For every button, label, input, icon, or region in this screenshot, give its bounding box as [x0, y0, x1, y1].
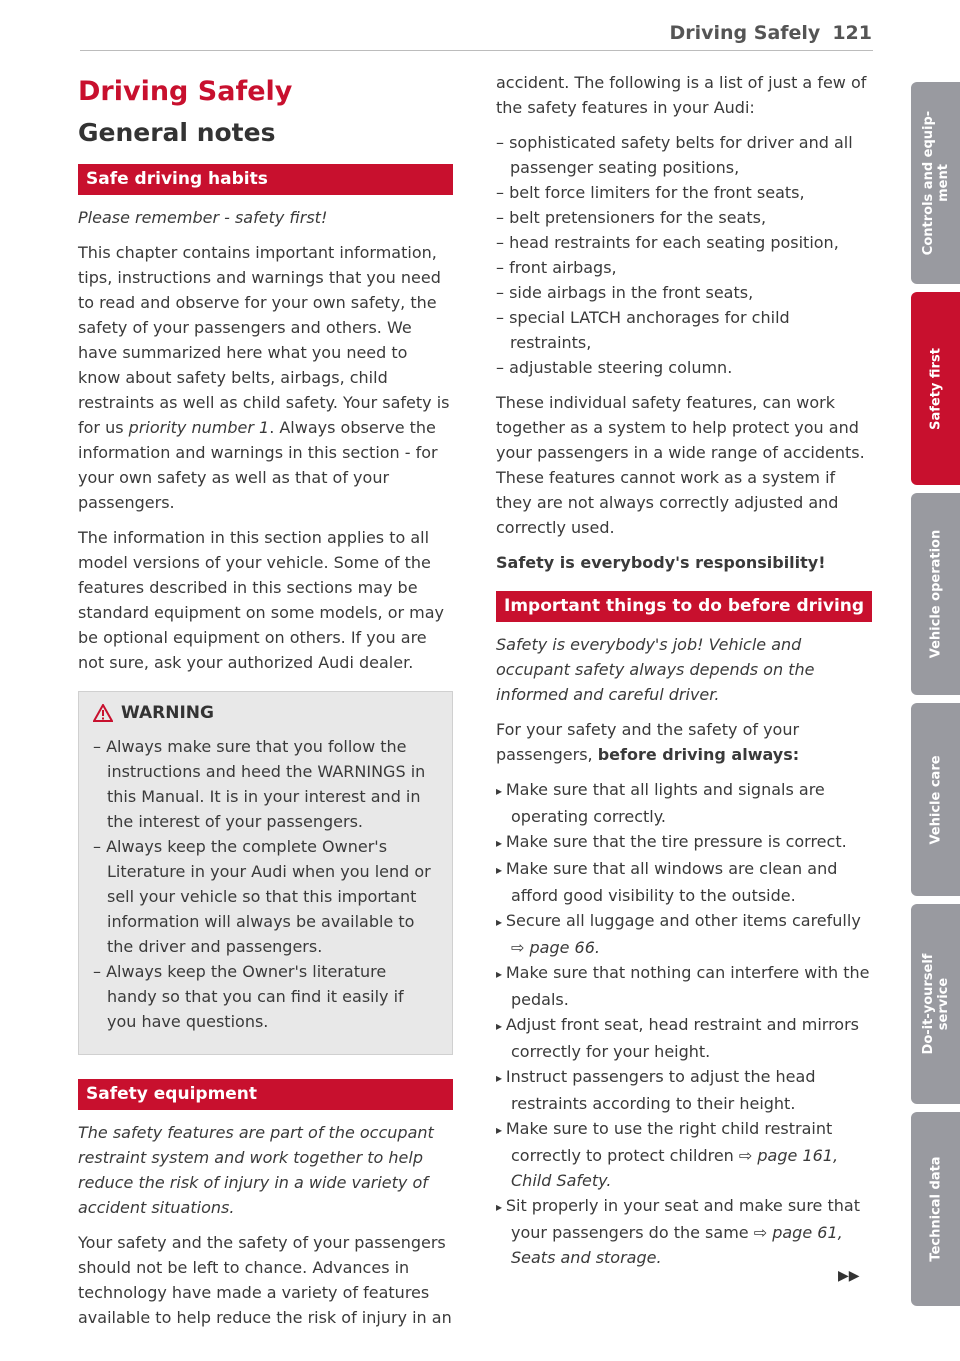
left-column [78, 70, 453, 1340]
header-rule [80, 50, 873, 51]
item-text: Sit properly in your seat and make sure that your passengers do the same [505, 1196, 860, 1242]
text: . Always observe the information and warnings in this section - for your own safety as well as that of your passengers. [78, 418, 438, 512]
heading-safe-driving-habits: Safe driving habits [78, 164, 453, 195]
heading-safety-equipment: Safety equipment [78, 1079, 453, 1110]
checklist-item [496, 856, 871, 908]
tab-safety-first[interactable] [911, 292, 960, 485]
checklist [496, 777, 871, 1270]
tab-do-it-yourself-service[interactable] [911, 904, 960, 1104]
lead-text: The safety features are part of the occupant restraint system and work together to help reduce the risk of injury in a wide variety of accident situations. [78, 1123, 434, 1217]
checklist-item [496, 908, 871, 960]
item-text: Make sure that all windows are clean and afford good visibility to the outside. [505, 859, 838, 905]
feature-item: – head restraints for each seating position, [496, 230, 871, 255]
feature-item: – belt pretensioners for the seats, [496, 205, 871, 230]
running-title: Driving Safely [669, 22, 821, 44]
checklist-item [496, 1064, 871, 1116]
paragraph: These individual safety features, can work together as a system to help protect you and your passengers in a wide range of accidents. These features cannot work as a system if they are not always correctly adjusted and correctly used. [496, 393, 865, 537]
warning-item: – Always keep the Owner's literature handy so that you can find it easily if you have questions. [93, 959, 438, 1034]
warning-title: WARNING [121, 703, 214, 723]
feature-item: – belt force limiters for the front seats, [496, 180, 871, 205]
feature-item: – side airbags in the front seats, [496, 280, 871, 305]
page-reference-link[interactable]: ⇨ page 161, Child Safety. [511, 1146, 839, 1190]
feature-item: – sophisticated safety belts for driver and all passenger seating positions, [496, 130, 871, 180]
checklist-item [496, 1193, 871, 1270]
lead-text: Safety is everybody's job! Vehicle and occupant safety always depends on the informed and careful driver. [496, 635, 815, 704]
chapter-title: Driving Safely [78, 76, 293, 107]
tab-label: Controls and equip- ment [920, 110, 951, 256]
item-text: Make sure that nothing can interfere with the pedals. [505, 963, 870, 1009]
section-title: General notes [78, 118, 276, 147]
text: For your safety and the safety of your passengers, [496, 720, 800, 764]
paragraph: The information in this section applies to all model versions of your vehicle. Some of the features described in this sections may be standard equipment on some models, or may be optional equipment on others. If you are not sure, ask your authorized Audi dealer. [78, 528, 445, 672]
tab-label: Do-it-yourself service [920, 953, 951, 1055]
feature-item: – adjustable steering column. [496, 355, 871, 380]
warning-box [78, 691, 453, 1055]
checklist-item [496, 960, 871, 1012]
checklist-item [496, 777, 871, 829]
warning-item: – Always keep the complete Owner's Literature in your Audi when you lend or sell your vehicle so that this important information will always be available to the driver and passengers. [93, 834, 438, 959]
tab-label: Vehicle operation [928, 529, 943, 659]
safety-features-list [496, 130, 871, 380]
warning-triangle-icon [93, 704, 113, 722]
tab-vehicle-operation[interactable] [911, 493, 960, 695]
page-number: 121 [832, 22, 872, 44]
item-text: Make sure that all lights and signals are operating correctly. [505, 780, 825, 826]
text: This chapter contains important information, tips, instructions and warnings that you need to read and observe for your own safety, the safety of your passengers and others. We have summarized here what you need to know about safety belts, airbags, child restraints as well as child safety. Your safety is for us [78, 243, 450, 437]
checklist-item [496, 1116, 871, 1193]
paragraph [78, 240, 453, 515]
paragraph: accident. The following is a list of just a few of the safety features in your Audi: [496, 73, 867, 117]
heading-important-things: Important things to do before driving [496, 591, 872, 622]
checklist-item [496, 1012, 871, 1064]
feature-item: – front airbags, [496, 255, 871, 280]
feature-item: – special LATCH anchorages for child restraints, [496, 305, 871, 355]
warning-item: – Always make sure that you follow the instructions and heed the WARNINGS in this Manual. It is in your interest and in the interest of your passengers. [93, 734, 438, 834]
tab-vehicle-care[interactable] [911, 703, 960, 896]
warning-header [93, 692, 438, 734]
item-text: Secure all luggage and other items carefully [505, 911, 861, 930]
emphasis-text: priority number 1 [128, 418, 270, 437]
item-text: Adjust front seat, head restraint and mirrors correctly for your height. [505, 1015, 860, 1061]
bold-statement: Safety is everybody's responsibility! [496, 553, 826, 572]
tab-controls-and-equipment[interactable] [911, 82, 960, 284]
right-column [496, 70, 871, 1270]
continue-arrow-icon: ▶▶ [838, 1268, 860, 1284]
tab-label: Technical data [928, 1156, 943, 1262]
item-text: Make sure to use the right child restraint correctly to protect children [505, 1119, 833, 1165]
tab-label: Vehicle care [928, 754, 943, 845]
tab-technical-data[interactable] [911, 1112, 960, 1306]
checklist-item [496, 829, 871, 856]
warning-list [93, 734, 438, 1034]
lead-text: Please remember - safety first! [78, 208, 328, 227]
paragraph: Your safety and the safety of your passengers should not be left to chance. Advances in technology have made a variety of features available to help reduce the risk of injury in an [78, 1233, 452, 1327]
page-reference-link[interactable]: ⇨ page 66. [511, 938, 600, 957]
page-reference-link[interactable]: ⇨ page 61, Seats and storage. [511, 1223, 843, 1267]
tab-label: Safety first [928, 347, 943, 430]
item-text: Make sure that the tire pressure is correct. [505, 832, 847, 851]
bold-text: before driving always: [597, 745, 800, 764]
item-text: Instruct passengers to adjust the head restraints according to their height. [505, 1067, 816, 1113]
paragraph [496, 717, 871, 767]
page-header [669, 22, 872, 44]
